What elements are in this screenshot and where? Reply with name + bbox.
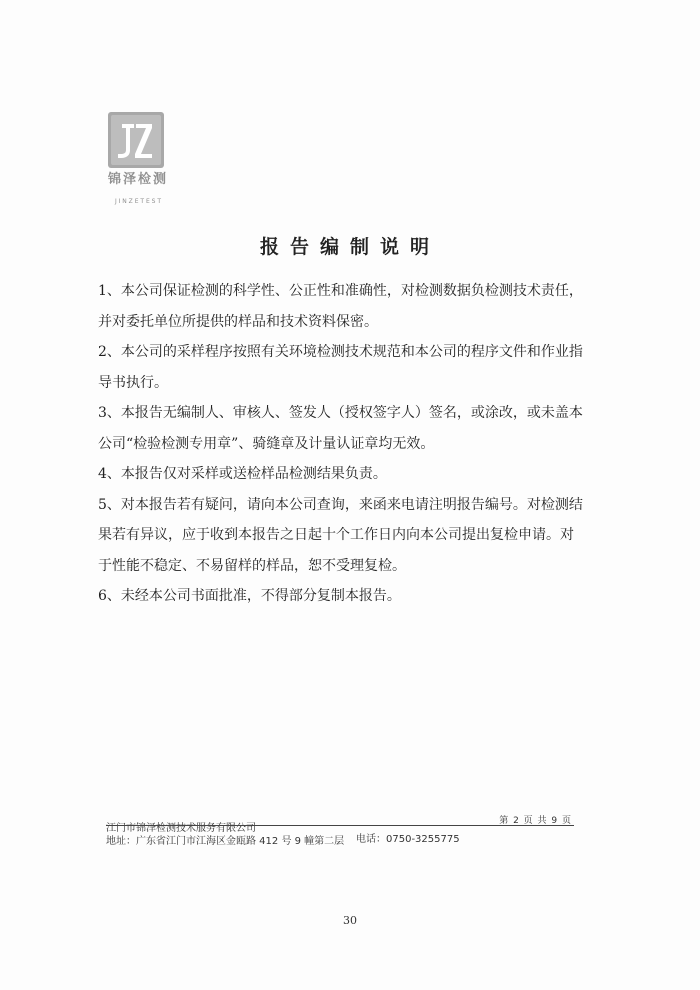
footer-address: 地址：广东省江门市江海区金瓯路 412 号 9 幢第二层: [106, 836, 345, 847]
paragraph-3: 3、本报告无编制人、审核人、签发人（授权签字人）签名，或涂改，或未盖本公司“检验检测专用章”、骑缝章及计量认证章均无效。: [98, 405, 583, 452]
document-body: [98, 276, 584, 612]
logo-en-text: J I N Z E T E S T: [114, 198, 162, 205]
paragraph-4: 4、本报告仅对采样或送检样品检测结果负责。: [98, 466, 387, 482]
logo-company-en: [100, 190, 176, 205]
company-logo: [100, 112, 176, 204]
jz-logo-icon: [108, 112, 164, 168]
paragraph-6: 6、未经本公司书面批准，不得部分复制本报告。: [98, 588, 401, 604]
paragraph-2: 2、本公司的采样程序按照有关环境检测技术规范和本公司的程序文件和作业指导书执行。: [98, 344, 583, 391]
logo-company-cn: [100, 170, 176, 186]
paragraph-1: 1、本公司保证检测的科学性、公正性和准确性，对检测数据负检测技术责任，并对委托单位所提供的样品和技术资料保密。: [98, 283, 583, 330]
footer-phone: 电话：0750-3255775: [356, 834, 460, 845]
footer-divider: [106, 825, 574, 826]
document-title: 报告编制说明: [259, 236, 440, 258]
footer-page-info: 第 2 页 共 9 页: [499, 816, 572, 826]
page-footer: [106, 813, 586, 859]
paragraph-5: 5、对本报告若有疑问，请向本公司查询，来函来电请注明报告编号。对检测结果若有异议，应于收到本报告之日起十个工作日内向本公司提出复检申请。对于性能不稳定、不易留样的样品，恕不受理复检。: [98, 496, 583, 574]
footer-company: 江门市锦泽检测技术服务有限公司: [106, 823, 256, 834]
page-number: 30: [343, 914, 357, 927]
logo-cn-text: 锦泽检测: [107, 172, 169, 186]
